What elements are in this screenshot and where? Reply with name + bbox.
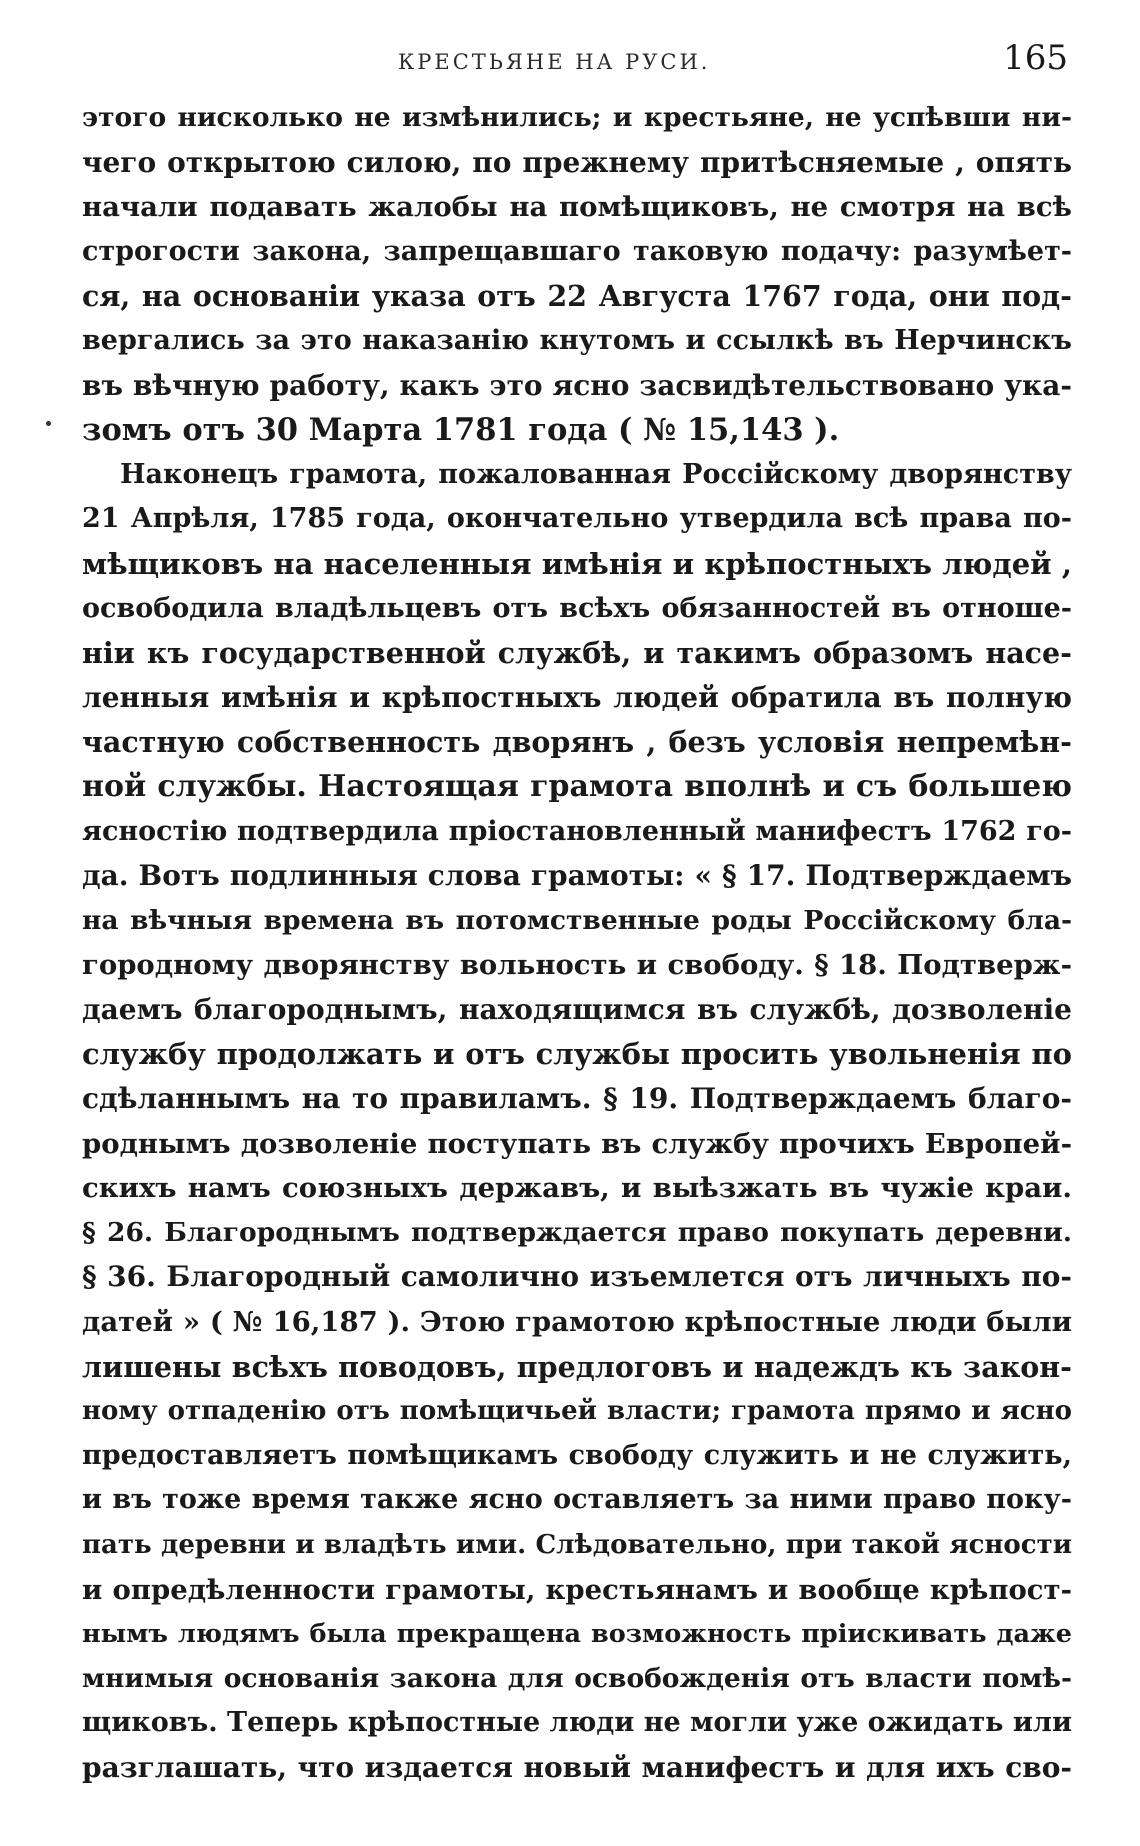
text-line: въ вѣчную работу, какъ это ясно засвидѣтельствовано ука-	[82, 368, 1072, 402]
running-title: КРЕСТЬЯНЕ НА РУСИ.	[398, 50, 711, 74]
running-head	[82, 38, 1072, 88]
text-line: ленныя имѣнiя и крѣпостныхъ людей обратила въ полную	[82, 680, 1072, 714]
text-line: зомъ отъ 30 Марта 1781 года ( № 15,143 ).	[82, 412, 840, 449]
text-line: даемъ благороднымъ, находящимся въ службѣ, дозволенiе	[82, 992, 1072, 1026]
text-line: лишены всѣхъ поводовъ, предлоговъ и надеждъ къ закон-	[82, 1349, 1072, 1384]
text-line: ясностiю подтвердила прiостановленный манифестъ 1762 го-	[82, 815, 1072, 847]
text-line: щиковъ. Теперь крѣпостные люди не могли уже ожидать или	[82, 1707, 1072, 1739]
text-line: мнимыя основанiя закона для освобожденiя отъ власти помѣ-	[82, 1662, 1072, 1694]
page-number: 165	[1003, 38, 1068, 78]
text-line: городному дворянству вольность и свободу. § 18. Подтверж-	[82, 949, 1072, 982]
margin-mark	[46, 421, 51, 426]
text-line: на вѣчныя времена въ потомственные роды Россiйскому бла-	[82, 904, 1072, 936]
text-line: частную собственность дворянъ , безъ условiя непремѣн-	[82, 725, 1072, 760]
text-line: вергались за это наказанiю кнутомъ и ссылкѣ въ Нерчинскъ	[82, 324, 1072, 356]
text-line: датей » ( № 16,187 ). Этою грамотою крѣпостные люди были	[82, 1306, 1072, 1339]
text-line: нiи къ государственной службѣ, и такимъ образомъ насе-	[82, 636, 1072, 671]
text-line: этого нисколько не измѣнились; и крестьяне, не успѣвши ни-	[82, 102, 1072, 133]
text-line: роднымъ дозволенiе поступать въ службу прочихъ Европей-	[82, 1127, 1072, 1160]
text-line: нымъ людямъ была прекращена возможность прiискивать даже	[82, 1619, 1072, 1650]
text-line: и опредѣленности грамоты, крестьянамъ и вообще крѣпост-	[82, 1573, 1072, 1606]
text-line: предоставляетъ помѣщикамъ свободу служить и не служить,	[82, 1439, 1072, 1471]
text-line: ной службы. Настоящая грамота вполнѣ и съ большею	[82, 768, 1072, 804]
text-line: сдѣланнымъ на то правиламъ. § 19. Подтверждаемъ благо-	[82, 1082, 1072, 1116]
text-line: чего открытою силою, по прежнему притѣсняемые , опять	[82, 145, 1072, 179]
paragraph-first-line: Наконецъ грамота, пожалованная Россiйскому дворянству	[120, 458, 1072, 490]
text-line: пать деревни и владѣть ими. Слѣдовательно, при такой ясности	[82, 1530, 1072, 1560]
text-line: ному отпаденiю отъ помѣщичьей власти; грамота прямо и ясно	[82, 1396, 1072, 1427]
text-line: освободила владѣльцевъ отъ всѣхъ обязанностей въ отноше-	[82, 592, 1072, 624]
text-line: разглашать, что издается новый манифестъ и для ихъ сво-	[82, 1750, 1072, 1784]
text-line: § 26. Благороднымъ подтверждается право покупать деревни.	[82, 1216, 1072, 1248]
text-line: 21 Апрѣля, 1785 года, окончательно утвердила всѣ права по-	[82, 503, 1072, 535]
body-text	[82, 96, 1072, 1791]
text-line: строгости закона, запрещавшаго таковую подачу: разумѣет-	[82, 235, 1072, 267]
text-line: да. Вотъ подлинныя слова грамоты: « § 17. Подтверждаемъ	[82, 859, 1072, 893]
text-line: § 36. Благородный самолично изъемлется отъ личныхъ по-	[82, 1260, 1072, 1294]
text-line: начали подавать жалобы на помѣщиковъ, не смотря на всѣ	[82, 191, 1072, 224]
text-line: ся, на основанiи указа отъ 22 Августа 1767 года, они под-	[82, 279, 1072, 314]
text-line: мѣщиковъ на населенныя имѣнiя и крѣпостныхъ людей ,	[82, 546, 1072, 581]
text-line: скихъ намъ союзныхъ державъ, и выѣзжать въ чужiе краи.	[82, 1172, 1072, 1205]
text-line: и въ тоже время также ясно оставляетъ за ними право поку-	[82, 1484, 1072, 1516]
text-line: службу продолжать и отъ службы просить увольненiя по	[82, 1037, 1072, 1072]
